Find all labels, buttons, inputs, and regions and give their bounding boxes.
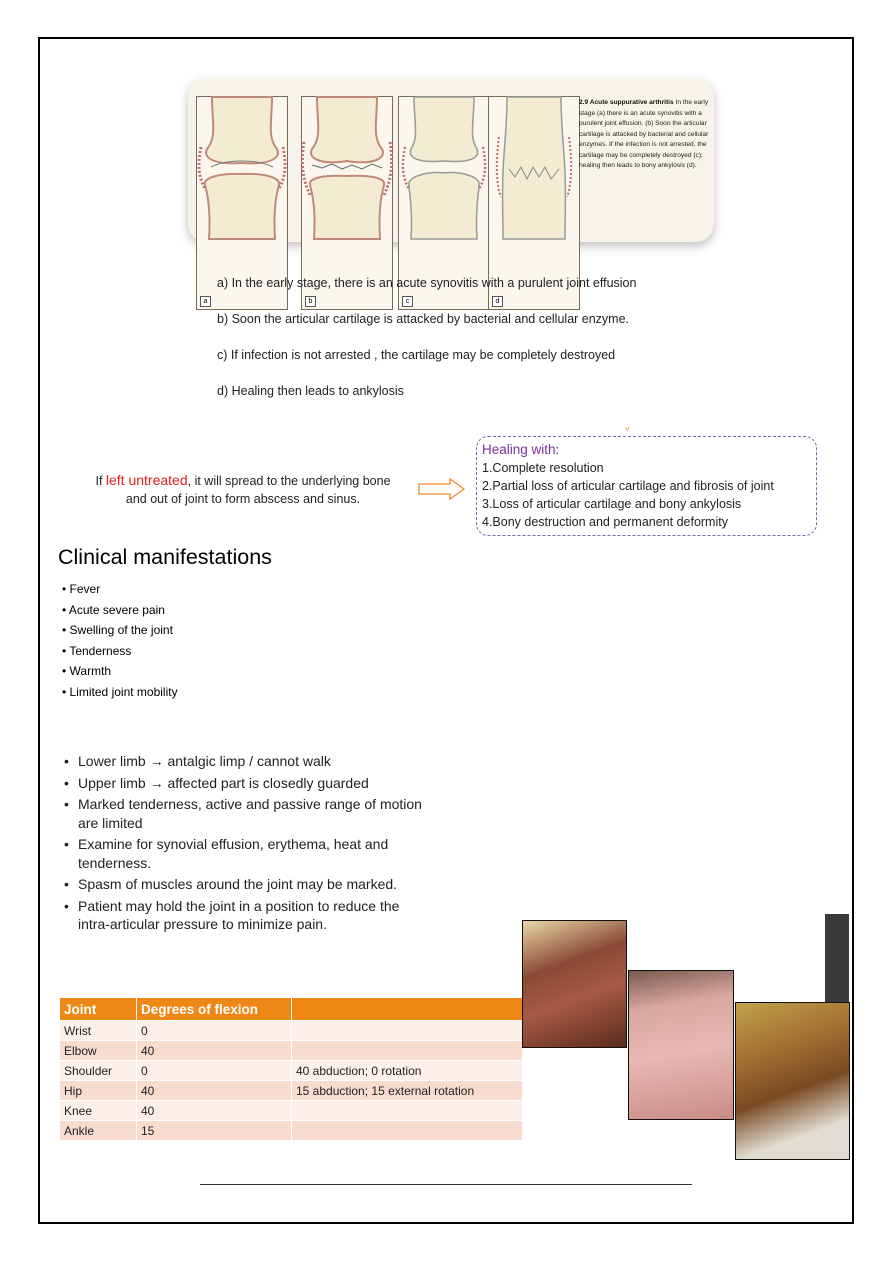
table-cell: 40 abduction; 0 rotation xyxy=(292,1061,523,1081)
table-cell: Hip xyxy=(60,1081,137,1101)
clinical-item: • Limited joint mobility xyxy=(62,682,178,703)
exam-item: • Marked tenderness, active and passive range of motion are limited xyxy=(64,795,424,832)
healing-colon: : xyxy=(555,443,560,457)
footer-divider xyxy=(200,1184,692,1185)
stage-item: d) Healing then leads to ankylosis xyxy=(217,384,404,398)
column-header xyxy=(292,998,523,1021)
stage-item: c) If infection is not arrested , the cartilage may be completely destroyed xyxy=(217,348,616,362)
right-arrow-icon xyxy=(418,478,466,500)
table-row xyxy=(60,1061,523,1081)
stage-item: a) In the early stage, there is an acute synovitis with a purulent joint effusion xyxy=(217,276,637,290)
clinical-item: • Swelling of the joint xyxy=(62,620,178,641)
flexion-table xyxy=(60,998,523,1140)
infant-photo-1 xyxy=(522,920,627,1048)
clinical-photos xyxy=(522,914,850,1160)
table-cell xyxy=(292,1021,523,1041)
panel-label: b xyxy=(305,296,316,307)
exam-findings-list xyxy=(64,752,424,937)
column-header: Degrees of flexion xyxy=(137,998,292,1021)
figure-caption xyxy=(579,98,709,172)
clinical-item: • Warmth xyxy=(62,661,178,682)
table-row xyxy=(60,1041,523,1061)
stage-list xyxy=(217,276,737,420)
table-cell: Elbow xyxy=(60,1041,137,1061)
table-cell: 40 xyxy=(137,1041,292,1061)
infant-photo-3 xyxy=(735,1002,850,1160)
infant-photo-2 xyxy=(628,970,734,1120)
table-cell: 40 xyxy=(137,1081,292,1101)
table-cell xyxy=(292,1121,523,1141)
clinical-item: • Tenderness xyxy=(62,641,178,662)
table-row xyxy=(60,1081,523,1101)
exam-item: • Examine for synovial effusion, erythema, heat and tenderness. xyxy=(64,835,424,872)
table-cell: Wrist xyxy=(60,1021,137,1041)
healing-item: 1.Complete resolution xyxy=(482,461,604,475)
untreated-line1: , it will spread to the underlying bone xyxy=(187,474,391,488)
untreated-note xyxy=(78,471,408,508)
clinical-item: • Fever xyxy=(62,579,178,600)
table-header-row xyxy=(60,998,523,1021)
dark-bar xyxy=(825,914,849,1002)
table-cell: Knee xyxy=(60,1101,137,1121)
untreated-prefix: If xyxy=(95,474,106,488)
exam-item: • Lower limb → antalgic limp / cannot walk xyxy=(64,752,424,771)
clinical-item: • Acute severe pain xyxy=(62,600,178,621)
untreated-line2: and out of joint to form abscess and sinus. xyxy=(125,492,361,506)
exam-item: • Upper limb → affected part is closedly guarded xyxy=(64,774,424,793)
untreated-highlight: left untreated xyxy=(105,472,188,488)
healing-item: 2.Partial loss of articular cartilage and fibrosis of joint xyxy=(482,479,774,493)
table-cell xyxy=(292,1101,523,1121)
clinical-list xyxy=(62,579,178,703)
table-cell: Shoulder xyxy=(60,1061,137,1081)
table-row xyxy=(60,1121,523,1141)
caret-mark-icon: ˅ xyxy=(625,425,630,434)
table-cell: 15 abduction; 15 external rotation xyxy=(292,1081,523,1101)
panel-label: c xyxy=(402,296,413,307)
healing-title: Healing with xyxy=(482,442,556,457)
table-row xyxy=(60,1101,523,1121)
table-cell xyxy=(292,1041,523,1061)
exam-item: • Patient may hold the joint in a position to reduce the intra-articular pressure to minimize pain. xyxy=(64,897,424,934)
clinical-heading: Clinical manifestations xyxy=(58,545,272,569)
table-cell: 15 xyxy=(137,1121,292,1141)
table-cell: 40 xyxy=(137,1101,292,1121)
table-cell: Ankle xyxy=(60,1121,137,1141)
table-cell: 0 xyxy=(137,1061,292,1081)
panel-label: d xyxy=(492,296,503,307)
table-cell: 0 xyxy=(137,1021,292,1041)
exam-item: • Spasm of muscles around the joint may be marked. xyxy=(64,875,424,894)
figure-caption-title: 2.9 Acute suppurative arthritis xyxy=(579,99,674,106)
panel-label: a xyxy=(200,296,211,307)
stage-item: b) Soon the articular cartilage is attacked by bacterial and cellular enzyme. xyxy=(217,312,630,326)
column-header: Joint xyxy=(60,998,137,1021)
figure-caption-body: In the early stage (a) there is an acute synovitis with a purulent joint effusion. (b) Soon the articular cartilage is attacked by bacterial and cellular enzymes. If the infection is not arrested, the cartilage may be completely destroyed (c); healing then leads to bony ankylosis (d). xyxy=(579,99,709,169)
healing-box xyxy=(476,436,817,536)
healing-item: 3.Loss of articular cartilage and bony ankylosis xyxy=(482,497,742,511)
table-row xyxy=(60,1021,523,1041)
healing-item: 4.Bony destruction and permanent deformity xyxy=(482,515,728,529)
